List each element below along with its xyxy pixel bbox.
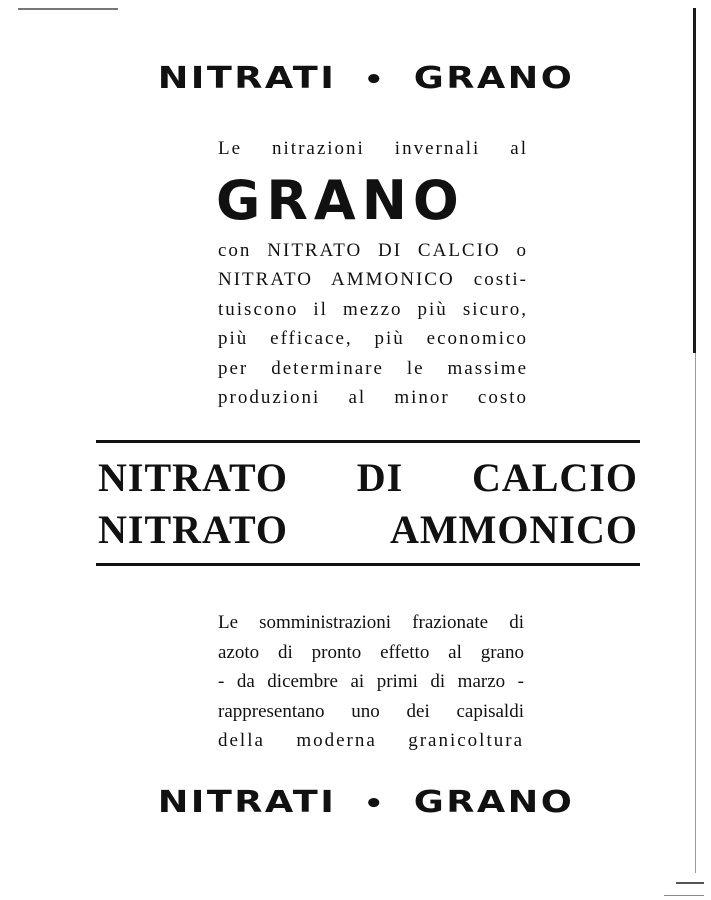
second-line: della moderna granicoltura	[218, 730, 524, 751]
second-line: Le somministrazioni frazionate di	[218, 612, 524, 633]
product-name: NITRATO DI CALCIO	[98, 455, 638, 500]
body-line: NITRATO AMMONICO costi-	[218, 269, 528, 290]
scan-mark	[664, 895, 704, 896]
intro-block	[218, 134, 528, 413]
second-line: azoto di pronto effetto al grano	[218, 641, 524, 663]
products-block	[98, 452, 638, 556]
headline-right: GRANO	[413, 61, 575, 96]
scan-mark	[18, 8, 118, 10]
second-line: - da dicembre ai primi di marzo -	[218, 671, 524, 692]
headline-top	[37, 62, 696, 97]
second-line: rappresentano uno dei capisaldi	[218, 700, 524, 722]
body-line: tuiscono il mezzo più sicuro,	[218, 298, 528, 320]
scan-mark	[676, 882, 704, 884]
body-line: più efficace, più economico	[218, 328, 528, 349]
headline-right: GRANO	[413, 785, 575, 820]
body-line: per determinare le massime	[218, 357, 528, 379]
headline-left: NITRATI	[157, 785, 337, 820]
body-line: produzioni al minor costo	[218, 387, 528, 408]
scan-edge-line	[693, 8, 696, 353]
main-title: GRANO	[216, 168, 465, 232]
divider-rule	[96, 563, 640, 566]
divider-rule	[96, 440, 640, 443]
product-name: NITRATO AMMONICO	[98, 507, 638, 552]
bullet-separator: •	[363, 65, 387, 95]
bullet-separator: •	[363, 789, 387, 819]
headline-left: NITRATI	[157, 61, 337, 96]
second-block	[218, 608, 524, 756]
headline-bottom	[37, 786, 696, 821]
body-line: con NITRATO DI CALCIO o	[218, 239, 528, 261]
intro-line: Le nitrazioni invernali al	[218, 138, 528, 159]
